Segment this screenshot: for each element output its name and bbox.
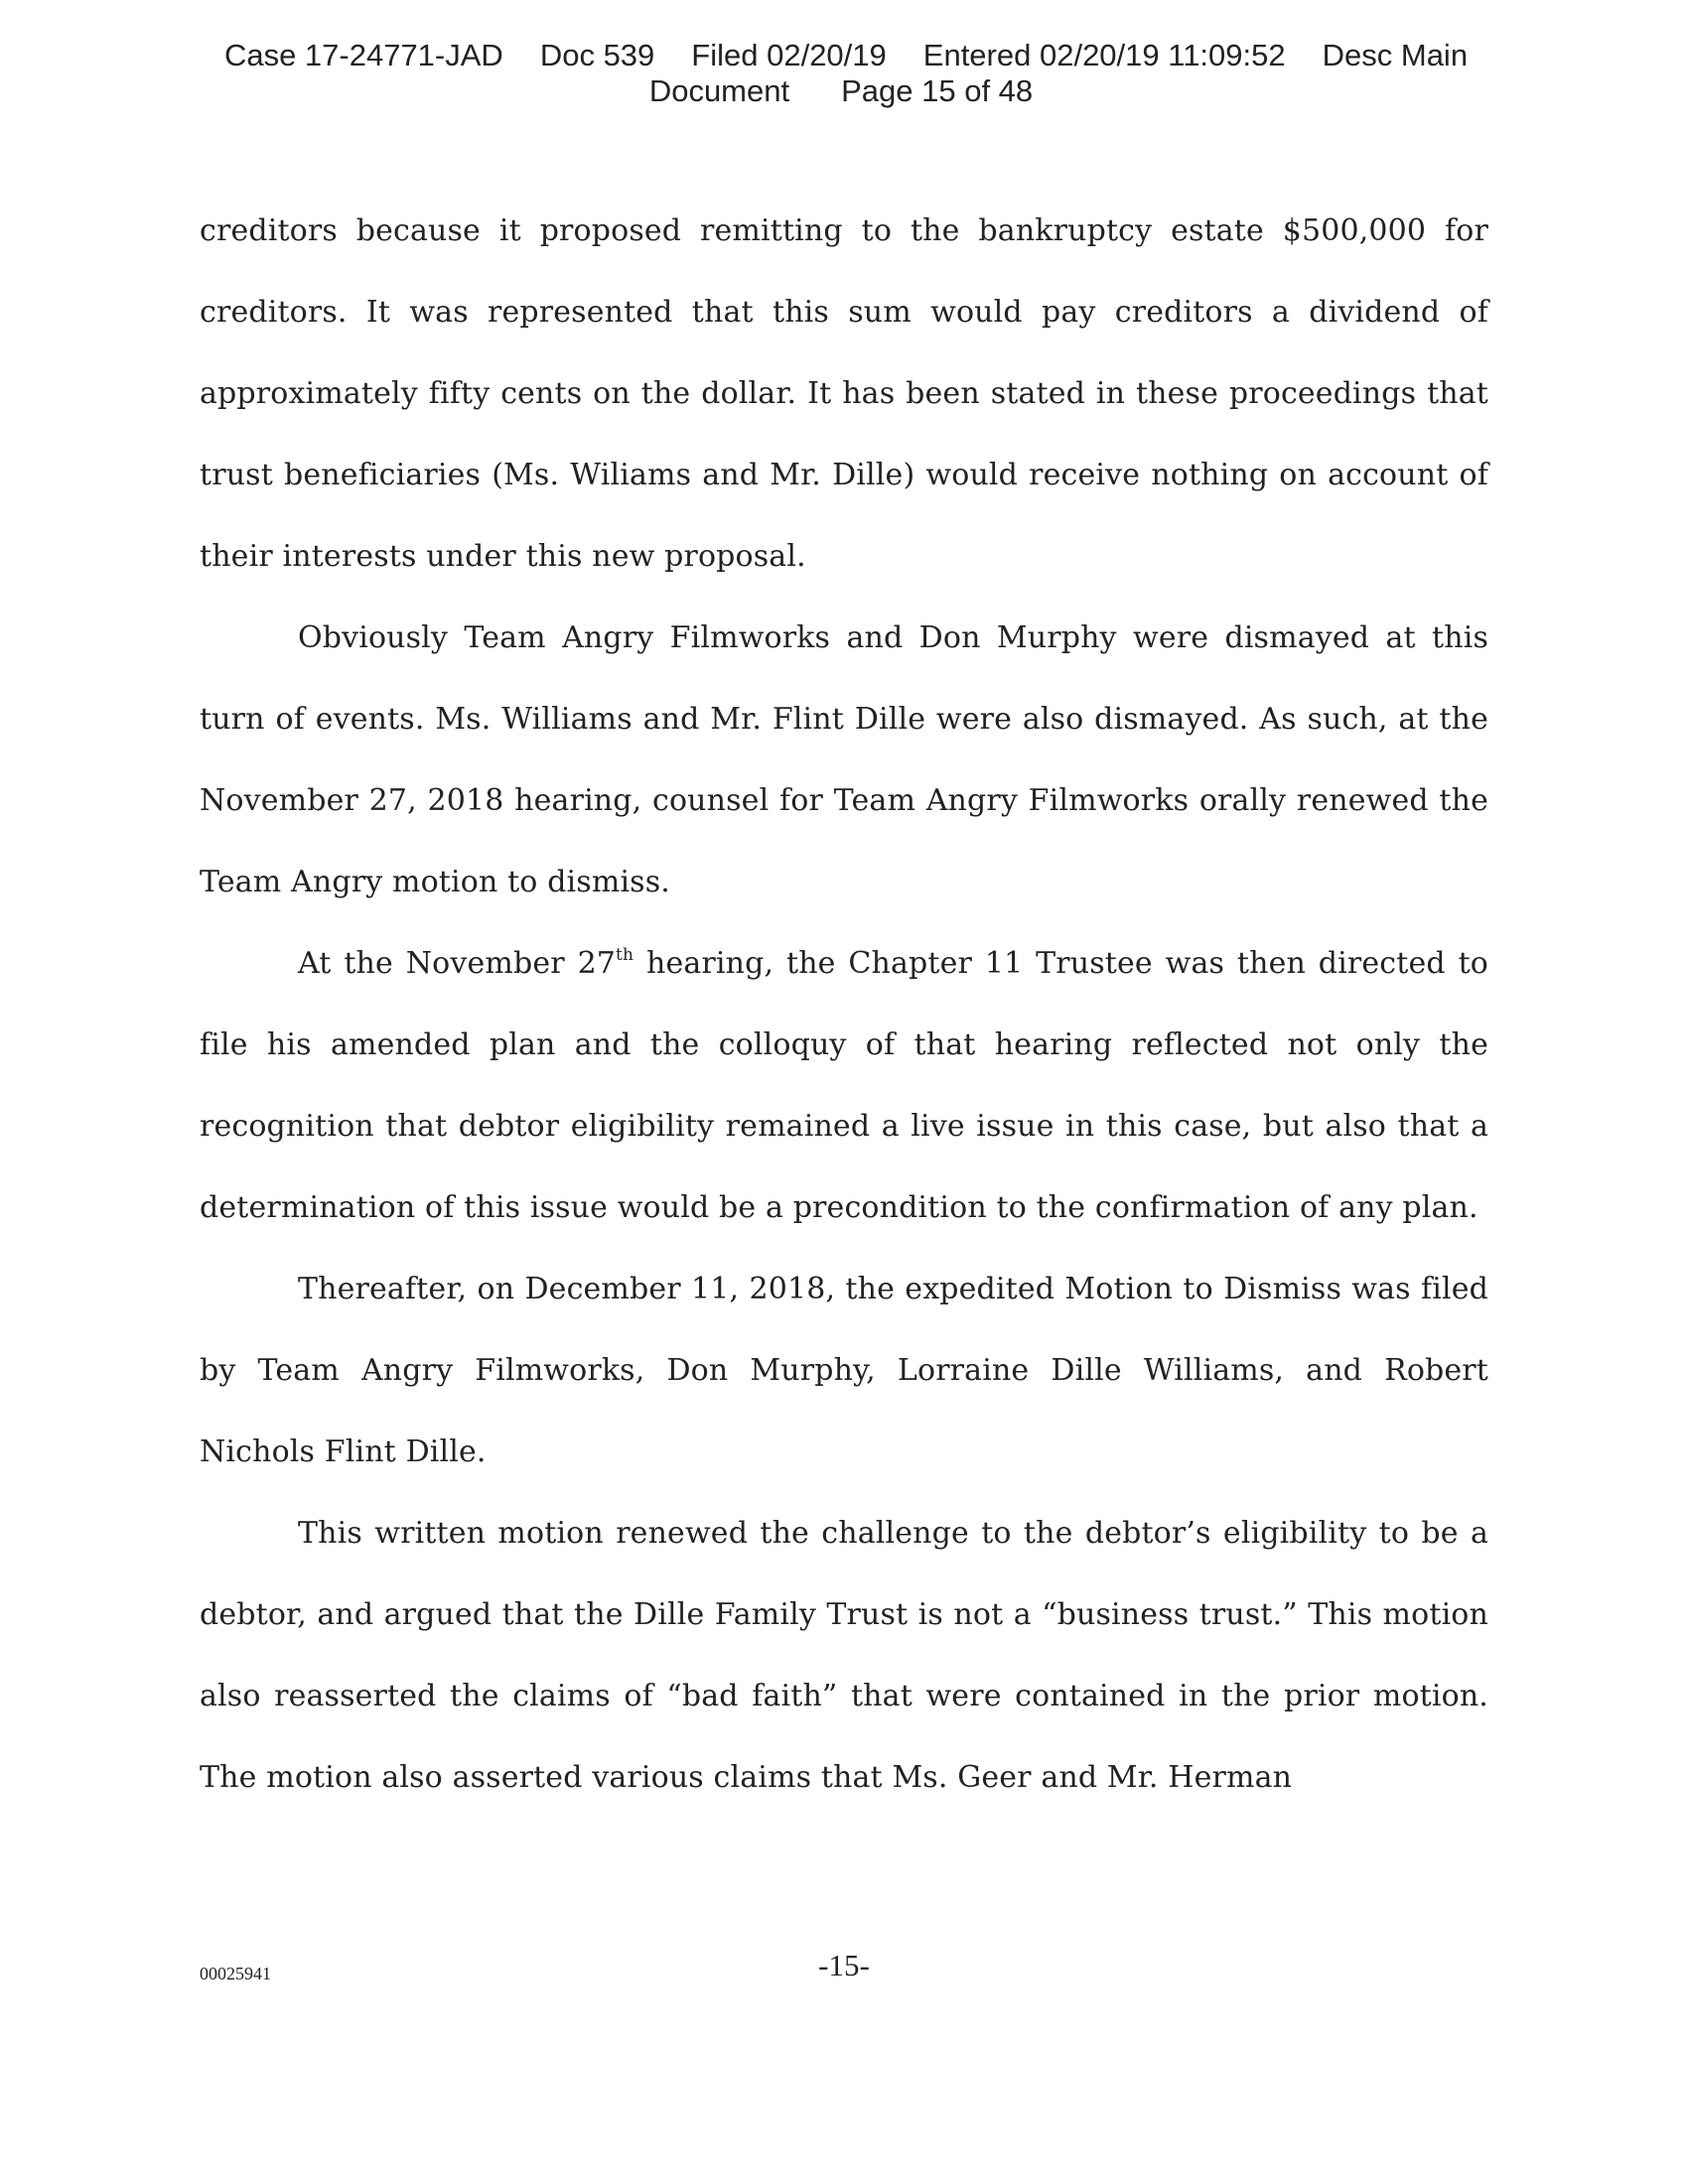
footer-document-id: 00025941 xyxy=(200,1964,271,1983)
paragraph-3 xyxy=(200,923,1488,1249)
description: Desc Main xyxy=(1322,38,1469,72)
page-indicator: Page 15 of 48 xyxy=(841,73,1034,108)
paragraph-1: creditors because it proposed remitting to the bankruptcy estate $500,000 for creditors. It was represented that this sum would pay creditors a dividend of approximately fifty cents on the dollar. It has been stated in these proceedings that trust beneficiaries (Ms. Wiliams and Mr. Dille) would receive nothing on account of their interests under this new proposal. xyxy=(200,213,1488,574)
header-row-1 xyxy=(4,38,1688,73)
ordinal-suffix: th xyxy=(616,945,634,965)
document-body xyxy=(200,191,1488,1819)
paragraph-3-start: At the November 27 xyxy=(298,946,617,981)
court-filing-header xyxy=(0,38,1688,109)
paragraph-2: Obviously Team Angry Filmworks and Don Murphy were dismayed at this turn of events. Ms. Williams and Mr. Flint Dille were also dismayed. As such, at the November 27, 2018 hearing, counsel for Team Angry Filmworks orally renewed the Team Angry motion to dismiss. xyxy=(200,620,1488,899)
paragraph-5: This written motion renewed the challenge to the debtor’s eligibility to be a debtor, and argued that the Dille Family Trust is not a “business trust.” This motion also reasserted the claims of “bad faith” that were contained in the prior motion. The motion also asserted various claims that Ms. Geer and Mr. Herman xyxy=(200,1516,1488,1795)
document-label: Document xyxy=(648,73,790,108)
filed-date: Filed 02/20/19 xyxy=(691,38,887,72)
footer-page-number: -15- xyxy=(818,1948,870,1982)
paragraph-4: Thereafter, on December 11, 2018, the expedited Motion to Dismiss was filed by Team Angry Filmworks, Don Murphy, Lorraine Dille Williams, and Robert Nichols Flint Dille. xyxy=(200,1272,1488,1469)
header-row-2 xyxy=(0,73,1688,109)
doc-number: Doc 539 xyxy=(539,38,655,72)
case-number: Case 17-24771-JAD xyxy=(223,38,503,72)
paragraph-3-rest: hearing, the Chapter 11 Trustee was then directed to file his amended plan and the colloquy of that hearing reflected not only the recognition that debtor eligibility remained a live issue in this case, but also that a determination of this issue would be a precondition to the confirmation of any plan. xyxy=(200,946,1488,1225)
entered-date: Entered 02/20/19 11:09:52 xyxy=(922,38,1286,72)
